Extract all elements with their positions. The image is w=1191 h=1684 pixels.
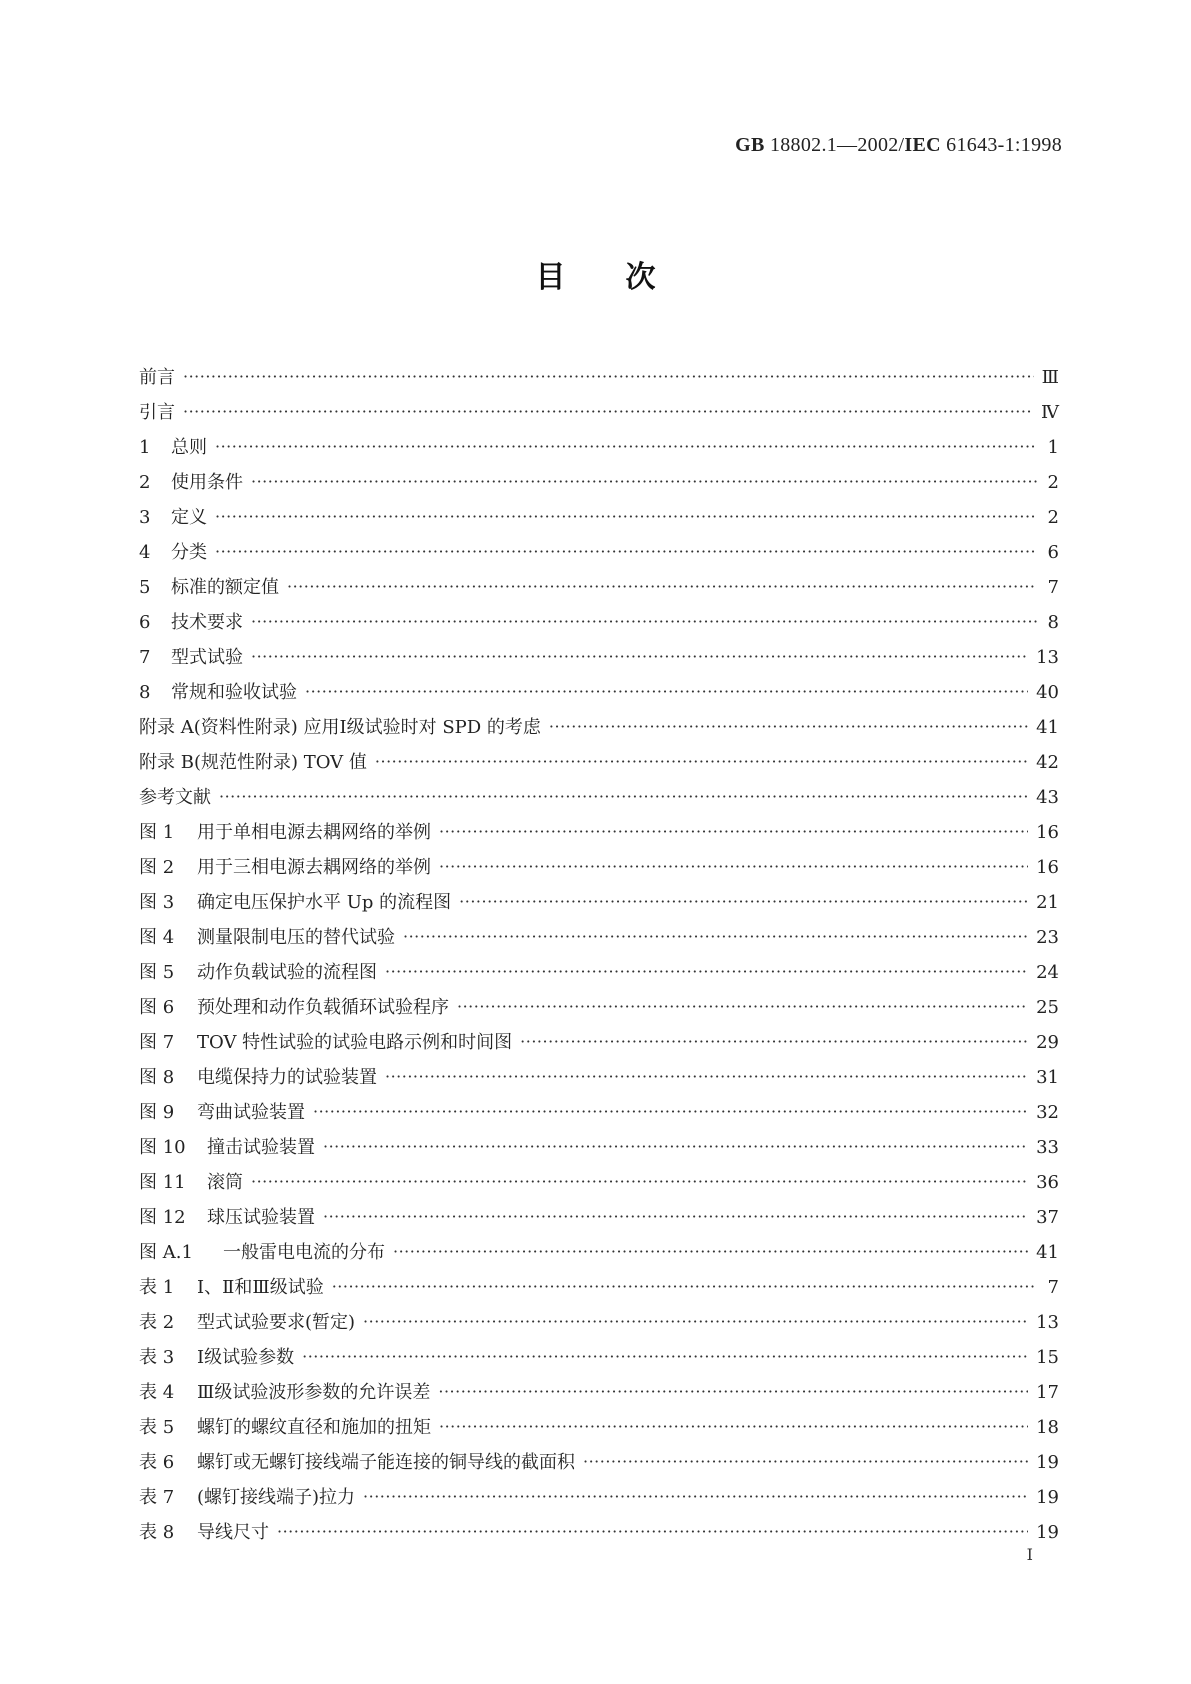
toc-entry-number: 图 4 [139,927,175,948]
toc-entry-title: 测量限制电压的替代试验 [197,927,395,948]
toc-leader-dots [385,1067,1028,1089]
toc-entry-number: 表 5 [139,1417,175,1438]
page-number: Ⅰ [1026,1545,1033,1564]
toc-leader-dots [363,1487,1028,1509]
toc-entry-page: 24 [1036,962,1059,983]
toc-entry-title: 滚筒 [207,1172,243,1193]
toc-entry-page: 16 [1036,822,1059,843]
toc-entry[interactable] [139,1404,1059,1439]
toc-entry-title: TOV 特性试验的试验电路示例和时间图 [197,1032,513,1053]
toc-entry-title: 引言 [139,402,175,423]
toc-entry-number: 图 7 [139,1032,175,1053]
toc-leader-dots [438,1382,1028,1404]
toc-entry-title: 标准的额定值 [171,577,279,598]
toc-entry-page: 41 [1036,717,1059,738]
toc-leader-dots [363,1312,1028,1334]
toc-entry[interactable] [139,774,1059,809]
toc-entry-title: 用于三相电源去耦网络的举例 [197,857,431,878]
toc-entry-page: 40 [1036,682,1059,703]
toc-leader-dots [251,647,1028,669]
toc-entry-page: 7 [1047,577,1059,598]
toc-entry-number: 表 3 [139,1347,175,1368]
toc-entry-title: 球压试验装置 [207,1207,315,1228]
toc-entry[interactable] [139,1019,1059,1054]
toc-leader-dots [549,717,1028,739]
toc-leader-dots [183,402,1033,424]
toc-leader-dots [313,1102,1028,1124]
toc-entry-page: 41 [1036,1242,1059,1263]
toc-entry-page: 13 [1036,647,1059,668]
toc-entry[interactable] [139,1369,1059,1404]
toc-leader-dots [251,1172,1028,1194]
toc-leader-dots [215,542,1037,564]
toc-entry-title: 用于单相电源去耦网络的举例 [197,822,431,843]
toc-entry-page: 43 [1036,787,1059,808]
toc-entry-number: 表 8 [139,1522,175,1543]
toc-entry-title: Ⅲ级试验波形参数的允许误差 [197,1382,431,1403]
toc-entry[interactable] [139,1299,1059,1334]
toc-entry-number: 表 7 [139,1487,175,1508]
toc-leader-dots [219,787,1028,809]
toc-leader-dots [251,472,1037,494]
toc-entry[interactable] [139,1334,1059,1369]
toc-leader-dots [251,612,1037,634]
toc-leader-dots [323,1137,1028,1159]
toc-entry-title: 前言 [139,367,175,388]
toc-entry-page: 7 [1047,1277,1059,1298]
toc-leader-dots [403,927,1028,949]
toc-entry-number: 图 10 [139,1137,186,1158]
toc-entry-page: 6 [1047,542,1059,563]
toc-entry-page: 2 [1047,507,1059,528]
toc-entry-number: 图 11 [139,1172,186,1193]
toc-entry-page: 25 [1036,997,1059,1018]
toc-entry[interactable] [139,529,1059,564]
toc-entry-page: 37 [1036,1207,1059,1228]
toc-entry-title: 参考文献 [139,787,211,808]
document-code [735,134,1062,157]
toc-entry[interactable] [139,599,1059,634]
toc-leader-dots [439,857,1028,879]
toc-entry[interactable] [139,1089,1059,1124]
toc-entry-page: 23 [1036,927,1059,948]
toc-leader-dots [287,577,1037,599]
toc-leader-dots [439,822,1028,844]
toc-entry-number: 图 9 [139,1102,175,1123]
toc-entry[interactable] [139,1474,1059,1509]
toc-entry-page: 13 [1036,1312,1059,1333]
toc-entry-page: 36 [1036,1172,1059,1193]
toc-entry-number: 图 A.1 [139,1242,193,1263]
toc-entry-number: 图 8 [139,1067,175,1088]
toc-entry-title: 一般雷电电流的分布 [223,1242,385,1263]
toc-entry[interactable] [139,879,1059,914]
toc-entry[interactable] [139,1229,1059,1264]
toc-leader-dots [459,892,1028,914]
toc-entry[interactable] [139,914,1059,949]
toc-entry-title: 附录 A(资料性附录) 应用Ⅰ级试验时对 SPD 的考虑 [139,717,541,738]
toc-entry-page: 29 [1036,1032,1059,1053]
toc-entry-title: 型式试验 [171,647,243,668]
toc-entry-title: 螺钉或无螺钉接线端子能连接的铜导线的截面积 [197,1452,575,1473]
toc-entry-number: 表 4 [139,1382,175,1403]
toc-entry[interactable] [139,494,1059,529]
toc-entry-title: 分类 [171,542,207,563]
toc-entry[interactable] [139,739,1059,774]
toc-entry-title: 技术要求 [171,612,243,633]
toc-entry-number: 表 6 [139,1452,175,1473]
toc-entry-title: 预处理和动作负载循环试验程序 [197,997,449,1018]
toc-leader-dots [385,962,1028,984]
toc-entry-page: Ⅳ [1041,402,1059,423]
toc-leader-dots [183,367,1034,389]
toc-leader-dots [375,752,1028,774]
toc-entry[interactable] [139,1264,1059,1299]
document-code-iec: IEC [904,134,941,156]
toc-leader-dots [302,1347,1028,1369]
toc-entry[interactable] [139,984,1059,1019]
toc-entry-page: 31 [1036,1067,1059,1088]
toc-entry-number: 表 1 [139,1277,175,1298]
toc-entry-number: 3 [139,507,151,528]
toc-entry-number: 图 1 [139,822,175,843]
toc-entry-page: 32 [1036,1102,1059,1123]
toc-entry[interactable] [139,949,1059,984]
toc-entry[interactable] [139,809,1059,844]
toc-entry-number: 图 2 [139,857,175,878]
toc-entry-number: 4 [139,542,151,563]
toc-leader-dots [457,997,1028,1019]
toc-leader-dots [323,1207,1028,1229]
toc-entry-title: Ⅰ、Ⅱ和Ⅲ级试验 [197,1277,324,1298]
toc-leader-dots [215,507,1037,529]
toc-leader-dots [583,1452,1028,1474]
toc-entry-title: 撞击试验装置 [207,1137,315,1158]
toc-entry[interactable] [139,424,1059,459]
toc-entry-page: 21 [1036,892,1059,913]
toc-entry[interactable] [139,459,1059,494]
toc-leader-dots [332,1277,1037,1299]
toc-entry-page: 19 [1036,1487,1059,1508]
toc-entry-number: 图 6 [139,997,175,1018]
toc-entry-page: 8 [1047,612,1059,633]
toc-entry-page: 16 [1036,857,1059,878]
toc-entry-number: 1 [139,437,151,458]
toc-entry-number: 2 [139,472,151,493]
toc-entry-page: 33 [1036,1137,1059,1158]
toc-leader-dots [393,1242,1028,1264]
toc-entry[interactable] [139,354,1059,389]
toc-entry-page: 1 [1047,437,1059,458]
toc-entry-title: 电缆保持力的试验装置 [197,1067,377,1088]
toc-entry[interactable] [139,564,1059,599]
toc-entry-title: 定义 [171,507,207,528]
toc-entry[interactable] [139,389,1059,424]
document-code-number: 18802.1—2002/ [764,134,905,156]
toc-entry-title: 常规和验收试验 [171,682,297,703]
toc-leader-dots [520,1032,1028,1054]
toc-entry[interactable] [139,1439,1059,1474]
toc-leader-dots [215,437,1037,459]
toc-entry-number: 5 [139,577,151,598]
toc-entry-title: 导线尺寸 [197,1522,269,1543]
toc-entry-page: 18 [1036,1417,1059,1438]
toc-leader-dots [305,682,1028,704]
toc-entry-title: 型式试验要求(暂定) [197,1312,356,1333]
toc-entry-number: 6 [139,612,151,633]
toc-entry-title: 附录 B(规范性附录) TOV 值 [139,752,367,773]
toc-entry[interactable] [139,1509,1059,1544]
toc-entry[interactable] [139,844,1059,879]
toc-entry[interactable] [139,1194,1059,1229]
toc-entry[interactable] [139,634,1059,669]
toc-entry-page: 19 [1036,1452,1059,1473]
toc-entry-number: 图 12 [139,1207,186,1228]
toc-entry-page: 19 [1036,1522,1059,1543]
toc-entry-number: 图 3 [139,892,175,913]
toc-entry[interactable] [139,1124,1059,1159]
toc-entry-page: 42 [1036,752,1059,773]
document-code-tail: 61643-1:1998 [940,134,1062,156]
toc-entry-title: (螺钉接线端子)拉力 [197,1487,356,1508]
document-code-prefix: GB [735,134,765,156]
toc-entry-page: 15 [1036,1347,1059,1368]
toc-entry-number: 7 [139,647,151,668]
toc-leader-dots [439,1417,1028,1439]
toc-entry-title: Ⅰ级试验参数 [197,1347,295,1368]
toc-entry-number: 图 5 [139,962,175,983]
toc-entry[interactable] [139,669,1059,704]
toc-entry-title: 动作负载试验的流程图 [197,962,377,983]
toc-entry-page: 17 [1036,1382,1059,1403]
toc-entry-title: 确定电压保护水平 Up 的流程图 [197,892,452,913]
toc-entry[interactable] [139,704,1059,739]
toc-entry-title: 使用条件 [171,472,243,493]
toc-entry-number: 8 [139,682,151,703]
page-title: 目次 [535,260,716,295]
toc-entry[interactable] [139,1159,1059,1194]
toc-entry-title: 螺钉的螺纹直径和施加的扭矩 [197,1417,431,1438]
toc-entry-number: 表 2 [139,1312,175,1333]
table-of-contents [139,354,1059,1544]
toc-entry-title: 弯曲试验装置 [197,1102,305,1123]
toc-leader-dots [277,1522,1028,1544]
toc-entry-page: 2 [1047,472,1059,493]
toc-entry-page: Ⅲ [1041,367,1059,388]
toc-entry-title: 总则 [171,437,207,458]
toc-entry[interactable] [139,1054,1059,1089]
